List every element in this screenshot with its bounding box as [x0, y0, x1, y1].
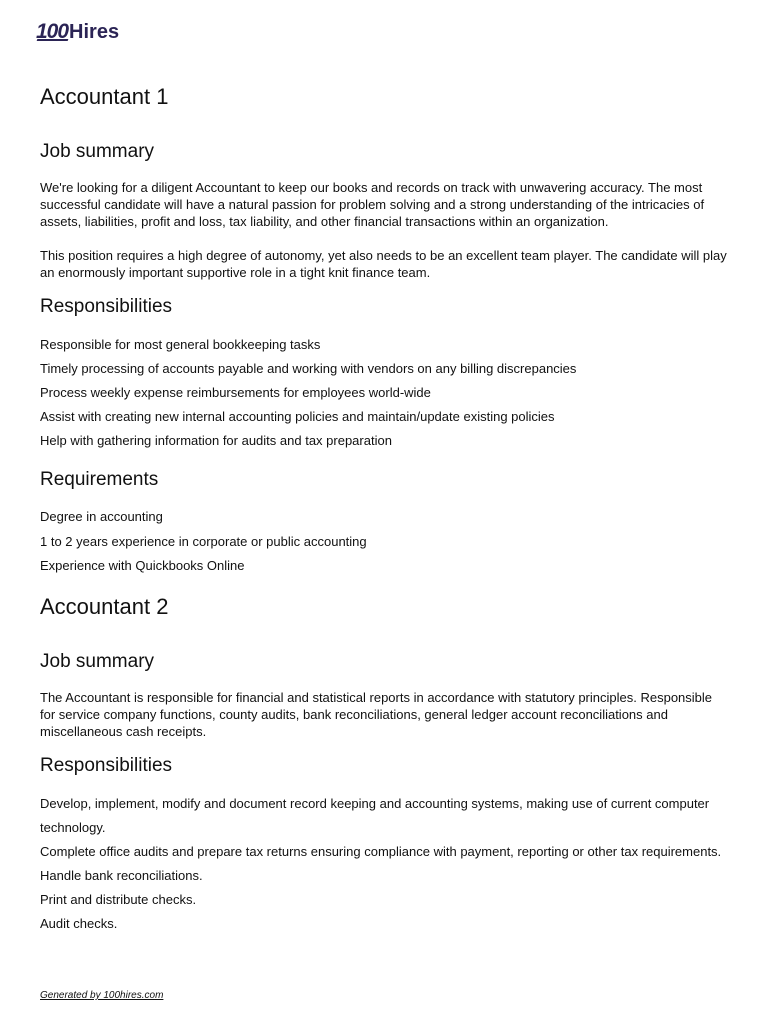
summary-paragraph: The Accountant is responsible for financial and statistical reports in accordance with statutory principles. Responsible for service company functions, county audits, bank reconciliations, general ledger account reconciliations and miscellaneous cash receipts.	[40, 690, 713, 739]
responsibility-item: Print and distribute checks.	[40, 892, 197, 907]
requirement-item: 1 to 2 years experience in corporate or public accounting	[40, 534, 367, 549]
responsibility-item: Responsible for most general bookkeeping tasks	[40, 337, 321, 352]
job-title: Accountant 2	[40, 594, 169, 619]
responsibility-item: Assist with creating new internal accounting policies and maintain/update existing policies	[40, 409, 555, 424]
logo-mark: 100	[36, 18, 68, 46]
section-heading-job-summary: Job summary	[40, 651, 155, 672]
requirement-item: Degree in accounting	[40, 509, 163, 524]
responsibility-item: Handle bank reconciliations.	[40, 868, 203, 883]
section-heading-responsibilities: Responsibilities	[40, 296, 173, 317]
footer-generated-by: Generated by 100hires.com	[40, 990, 164, 1001]
responsibility-item: Process weekly expense reimbursements for employees world-wide	[40, 385, 431, 400]
summary-paragraph: This position requires a high degree of autonomy, yet also needs to be an excellent team player. The candidate will play an enormously important supportive role in a tight knit finance team.	[40, 248, 727, 280]
section-heading-requirements: Requirements	[40, 469, 159, 490]
responsibility-item: Complete office audits and prepare tax returns ensuring compliance with payment, reporting or other tax requirements.	[40, 844, 722, 859]
summary-paragraph: We're looking for a diligent Accountant to keep our books and records on track with unwavering accuracy. The most successful candidate will have a natural passion for problem solving and a strong understanding of the intricacies of assets, liabilities, profit and loss, tax liability, and other financial transactions within an organization.	[40, 180, 705, 229]
job-title: Accountant 1	[40, 84, 169, 109]
responsibility-item: Audit checks.	[40, 916, 118, 931]
section-heading-job-summary: Job summary	[40, 141, 155, 162]
responsibility-item: Help with gathering information for audits and tax preparation	[40, 433, 392, 448]
responsibility-item: Timely processing of accounts payable and working with vendors on any billing discrepancies	[40, 361, 577, 376]
requirement-item: Experience with Quickbooks Online	[40, 558, 245, 573]
brand-logo	[36, 18, 119, 46]
logo-text: Hires	[69, 21, 120, 43]
responsibility-item: Develop, implement, modify and document record keeping and accounting systems, making use of current computer technology.	[40, 796, 710, 835]
section-heading-responsibilities: Responsibilities	[40, 755, 173, 776]
